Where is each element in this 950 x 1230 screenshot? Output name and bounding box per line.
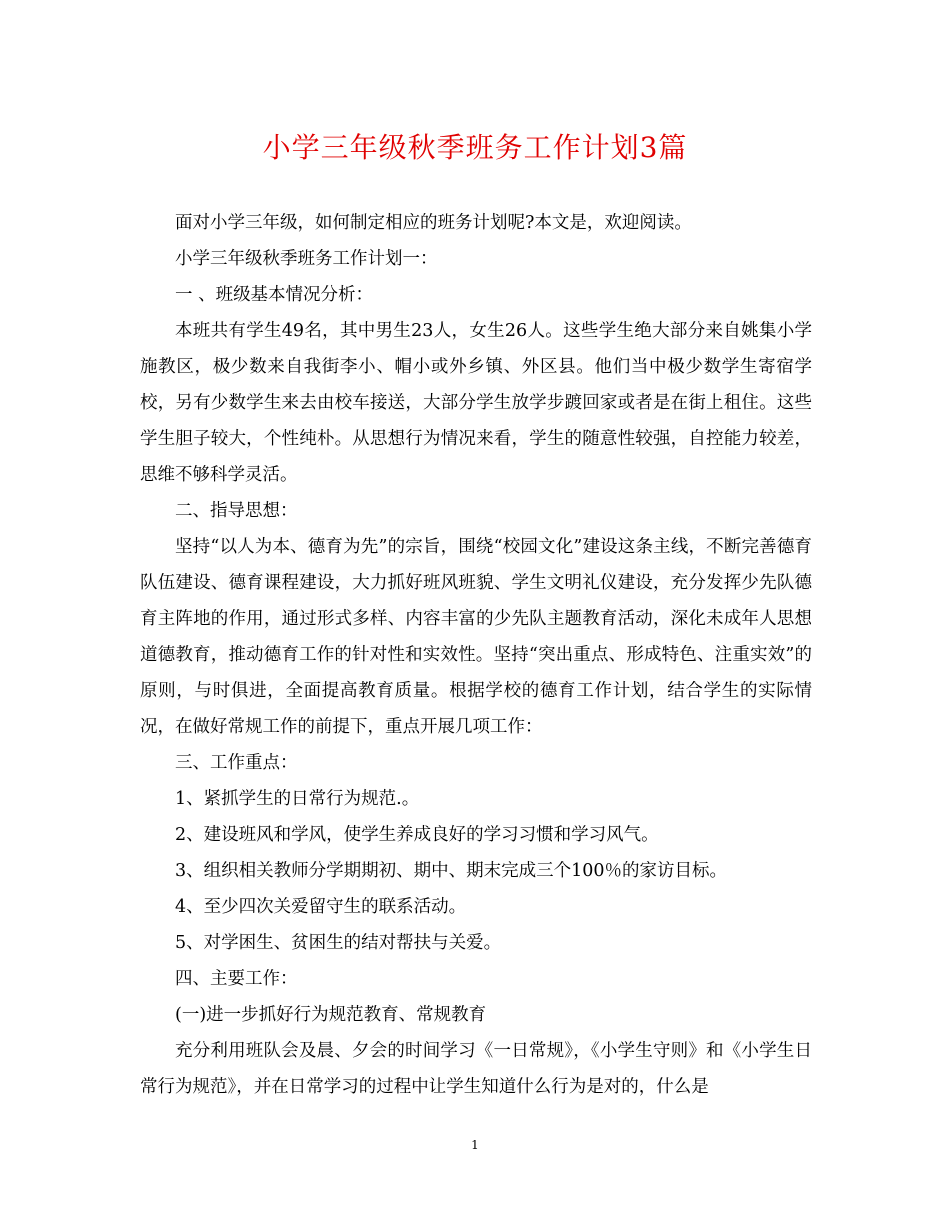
paragraph-guiding-ideology: 坚持“以人为本、德育为先”的宗旨，围绕“校园文化”建设这条主线，不断完善德育队伍建设、德育课程建设，大力抓好班风班貌、学生文明礼仪建设，充分发挥少先队德育主阵地的作用，通过形式多样、内容丰富的少先队主题教育活动，深化未成年人思想道德教育，推动德育工作的针对性和实效性。坚持“突出重点、形成特色、注重实效”的原则，与时俱进，全面提高教育质量。根据学校的德育工作计划，结合学生的实际情况，在做好常规工作的前提下，重点开展几项工作：	[140, 537, 812, 737]
document-body	[140, 205, 812, 1105]
paragraph-behavior-education: 充分利用班队会及晨、夕会的时间学习《一日常规》，《小学生守则》和《小学生日常行为规范》，并在日常学习的过程中让学生知道什么行为是对的，什么是	[140, 1041, 812, 1097]
list-item-focus-4: 4、至少四次关爱留守生的联系活动。	[175, 897, 467, 917]
section-heading-main-work: 四、主要工作：	[175, 969, 298, 989]
section-heading-class-analysis: 一 、班级基本情况分析：	[175, 285, 374, 305]
paragraph-plan-one-heading: 小学三年级秋季班务工作计划一：	[175, 249, 438, 269]
page-number: 1	[471, 1138, 479, 1152]
section-heading-work-focus: 三、工作重点：	[175, 753, 298, 773]
list-item-focus-3: 3、组织相关教师分学期期初、期中、期末完成三个100％的家访目标。	[175, 861, 728, 881]
list-item-focus-5: 5、对学困生、贫困生的结对帮扶与关爱。	[175, 933, 502, 953]
list-item-focus-2: 2、建设班风和学风，使学生养成良好的学习习惯和学习风气。	[175, 825, 659, 845]
section-heading-guiding-ideology: 二、指导思想：	[175, 501, 298, 521]
paragraph-class-analysis: 本班共有学生49名，其中男生23人，女生26人。这些学生绝大部分来自姚集小学施教区，极少数来自我街李小、帽小或外乡镇、外区县。他们当中极少数学生寄宿学校，另有少数学生来去由校车接送，大部分学生放学步踱回家或者是在街上租住。这些学生胆子较大，个性纯朴。从思想行为情况来看，学生的随意性较强，自控能力较差，思维不够科学灵活。	[140, 321, 812, 485]
paragraph-intro: 面对小学三年级，如何制定相应的班务计划呢?本文是，欢迎阅读。	[175, 213, 692, 233]
subsection-heading-behavior-education: (一)进一步抓好行为规范教育、常规教育	[175, 1005, 487, 1025]
list-item-focus-1: 1、紧抓学生的日常行为规范.。	[175, 789, 420, 809]
document-title: 小学三年级秋季班务工作计划3篇	[262, 131, 688, 164]
